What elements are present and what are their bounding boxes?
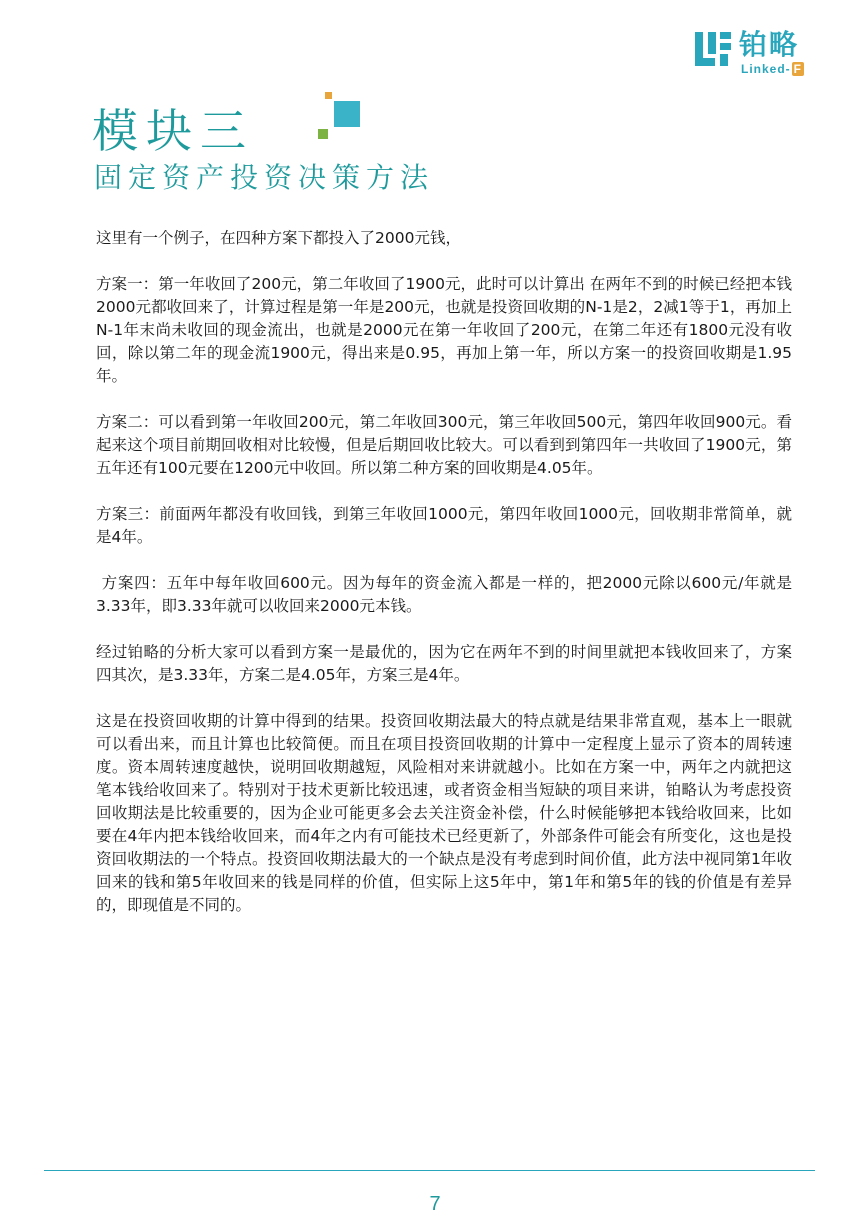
page-number: 7 [429,1193,441,1215]
logo-chinese-name: 铂略 [739,28,800,61]
brand-logo [695,28,813,78]
plan-four-paragraph: 方案四：五年中每年收回600元。因为每年的资金流入都是一样的，把2000元除以600元/年就是3.33年，即3.33年就可以收回来2000元本钱。 [96,574,793,615]
decorative-squares-icon [318,92,364,142]
plan-one-paragraph: 方案一：第一年收回了200元，第二年收回了1900元，此时可以计算出 在两年不到的时候已经把本钱2000元都收回来了，计算过程是第一年是200元，也就是投资回收期的N-1是2，2减1等于1，再加上N-1年末尚未收回的现金流出，也就是2000元在第一年收回了200元，在第二年还有1800元没有收回，除以第二年的现金流1900元，得出来是0.95，再加上第一年，所以方案一的投资回收期是1.95年。 [96,275,792,385]
module-title: 模块三 [92,104,254,158]
plan-two-paragraph: 方案二：可以看到第一年收回200元，第二年收回300元，第三年收回500元，第四年收回900元。看起来这个项目前期回收相对比较慢，但是后期回收比较大。可以看到到第四年一共收回了1900元，第五年还有100元要在1200元中收回。所以第二种方案的回收期是4.05年。 [96,413,792,477]
intro-paragraph: 这里有一个例子，在四种方案下都投入了2000元钱， [96,229,461,247]
logo-english-suffix: F [793,62,803,76]
comparison-paragraph: 经过铂略的分析大家可以看到方案一是最优的，因为它在两年不到的时间里就把本钱收回来了，方案四其次，是3.33年，方案二是4.05年，方案三是4年。 [96,643,792,684]
logo-english-name [741,62,804,76]
article-body [96,227,792,940]
footer-divider [44,1170,815,1171]
logo-mark-icon [695,32,731,68]
conclusion-paragraph: 这是在投资回收期的计算中得到的结果。投资回收期法最大的特点就是结果非常直观，基本上一眼就可以看出来，而且计算也比较简便。而且在项目投资回收期的计算中一定程度上显示了资本的周转速度。资本周转速度越快，说明回收期越短，风险相对来讲就越小。比如在方案一中，两年之内就把这笔本钱给收回来了。特别对于技术更新比较迅速，或者资金相当短缺的项目来讲，铂略认为考虑投资回收期法是比较重要的，因为企业可能更多会去关注资金补偿，什么时候能够把本钱给收回来，比如要在4年内把本钱给收回来，而4年之内有可能技术已经更新了，外部条件可能会有所变化，这也是投资回收期法的一个特点。投资回收期法最大的一个缺点是没有考虑到时间价值，此方法中视同第1年收回来的钱和第5年收回来的钱是同样的价值，但实际上这5年中，第1年和第5年的钱的价值是有差异的，即现值是不同的。 [96,712,792,914]
logo-english-prefix: Linked- [741,62,791,76]
plan-three-paragraph: 方案三：前面两年都没有收回钱，到第三年收回1000元，第四年收回1000元，回收期非常简单，就是4年。 [96,505,792,546]
module-subtitle: 固定资产投资决策方法 [94,161,435,194]
